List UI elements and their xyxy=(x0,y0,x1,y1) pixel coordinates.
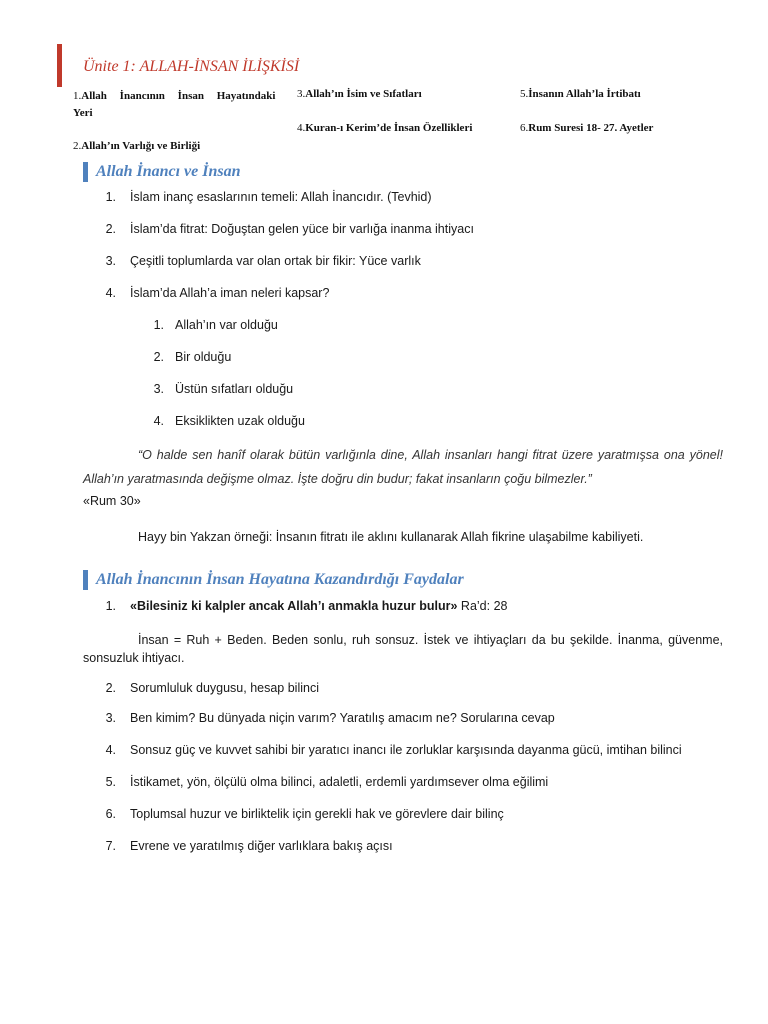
human-needs-paragraph: İnsan = Ruh + Beden. Beden sonlu, ruh sonsuz. İstek ve ihtiyaçları da bu şekilde. İnanma, güvenme, sonsuzluk ihtiyacı. xyxy=(83,633,723,665)
verse-source: «Rum 30» xyxy=(83,494,141,508)
sublist-item: Bir olduğu xyxy=(175,350,232,364)
list-number: 1. xyxy=(105,599,116,613)
sublist-number: 2. xyxy=(153,350,164,364)
toc-label: Allah’ın Varlığı ve Birliği xyxy=(81,140,201,152)
toc-num: 2. xyxy=(73,140,82,152)
list-item: Evrene ve yaratılmış diğer varlıklara bakış açısı xyxy=(130,839,393,853)
toc-item-2 xyxy=(73,140,200,152)
toc-item-5 xyxy=(520,88,641,100)
toc-item-4 xyxy=(297,122,472,134)
toc-label: Rum Suresi 18- 27. Ayetler xyxy=(528,122,654,134)
toc-item-6 xyxy=(520,122,653,134)
toc-label: İnsanın Allah’la İrtibatı xyxy=(528,88,641,100)
list-item: İstikamet, yön, ölçülü olma bilinci, adaletli, erdemli yardımsever olma eğilimi xyxy=(130,775,549,789)
list-item: Sonsuz güç ve kuvvet sahibi bir yaratıcı inancı ile zorluklar karşısında dayanma gücü, imtihan bilinci xyxy=(130,743,682,757)
toc-num: 1. xyxy=(73,90,82,102)
list-number: 2. xyxy=(105,222,116,236)
toc-num: 3. xyxy=(297,88,306,100)
list-item: Sorumluluk duygusu, hesap bilinci xyxy=(130,681,319,695)
unit-accent-bar xyxy=(57,44,62,87)
toc-label: Allah’ın İsim ve Sıfatları xyxy=(305,88,422,100)
list-number: 2. xyxy=(105,681,116,695)
unit-title: Ünite 1: ALLAH-İNSAN İLİŞKİSİ xyxy=(83,58,300,75)
toc-label: Kuran-ı Kerim’de İnsan Özellikleri xyxy=(305,122,473,134)
ayah-reference: Ra’d: 28 xyxy=(457,599,508,613)
list-item: Toplumsal huzur ve birliktelik için gerekli hak ve görevlere dair bilinç xyxy=(130,807,504,821)
sublist-item: Eksiklikten uzak olduğu xyxy=(175,414,305,428)
hadith-bold: «Bilesiniz ki kalpler ancak Allah’ı anmakla huzur bulur» xyxy=(130,599,458,613)
section-accent-bar xyxy=(83,162,88,182)
list-number: 7. xyxy=(105,839,116,853)
section-title: Allah İnancı ve İnsan xyxy=(96,163,241,180)
sublist-number: 1. xyxy=(153,318,164,332)
list-number: 1. xyxy=(105,190,116,204)
list-number: 6. xyxy=(105,807,116,821)
toc-num: 6. xyxy=(520,122,529,134)
sublist-number: 3. xyxy=(153,382,164,396)
list-item: İslam’da Allah’a iman neleri kapsar? xyxy=(130,286,330,300)
toc-num: 5. xyxy=(520,88,529,100)
section-title: Allah İnancının İnsan Hayatına Kazandırdığı Faydalar xyxy=(96,571,464,588)
list-number: 5. xyxy=(105,775,116,789)
section-accent-bar xyxy=(83,570,88,590)
list-item xyxy=(130,599,507,613)
sublist-item: Allah’ın var olduğu xyxy=(175,318,278,332)
toc-num: 4. xyxy=(297,122,306,134)
list-number: 4. xyxy=(105,743,116,757)
list-item: İslam inanç esaslarının temeli: Allah İnancıdır. (Tevhid) xyxy=(130,190,432,204)
sublist-item: Üstün sıfatları olduğu xyxy=(175,382,294,396)
list-item: Çeşitli toplumlarda var olan ortak bir fikir: Yüce varlık xyxy=(130,254,421,268)
sublist-number: 4. xyxy=(153,414,164,428)
toc-item-3 xyxy=(297,88,422,100)
toc-label: Allah İnancının İnsan Hayatındaki Yeri xyxy=(73,90,276,119)
verse-quote: “O halde sen hanîf olarak bütün varlığınla dine, Allah insanları hangi fitrat üzere yaratmışsa ona yönel! Allah’ın yaratmasında değişme olmaz. İşte doğru din budur; fakat insanların çoğu bilmezler.” xyxy=(83,448,723,486)
list-item: Ben kimim? Bu dünyada niçin varım? Yaratılış amacım ne? Sorularına cevap xyxy=(130,711,555,725)
list-number: 3. xyxy=(105,711,116,725)
list-number: 3. xyxy=(105,254,116,268)
hayy-bin-yakzan-note: Hayy bin Yakzan örneği: İnsanın fitratı ile aklını kullanarak Allah fikrine ulaşabilme kabiliyeti. xyxy=(138,530,644,544)
list-number: 4. xyxy=(105,286,116,300)
list-item: İslam’da fitrat: Doğuştan gelen yüce bir varlığa inanma ihtiyacı xyxy=(130,222,474,236)
toc-item-1 xyxy=(73,88,283,122)
